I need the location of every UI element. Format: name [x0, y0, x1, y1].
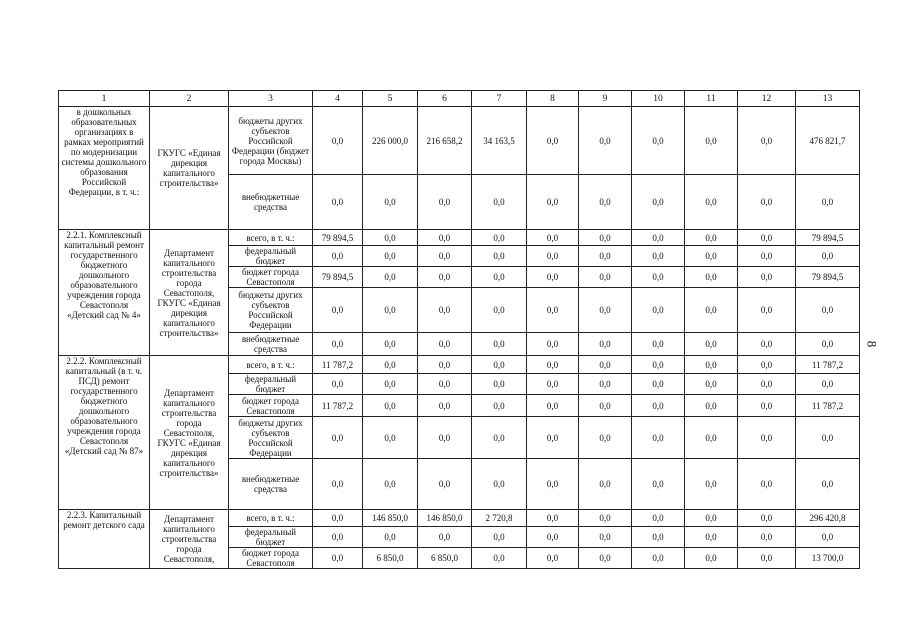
executor-cell: ГКУГС «Единая дирекция капитального строительства»	[150, 107, 229, 230]
column-header: 12	[738, 91, 796, 107]
value-cell: 0,0	[363, 459, 418, 510]
value-cell: 0,0	[527, 527, 579, 548]
value-cell: 0,0	[579, 459, 632, 510]
value-cell: 0,0	[685, 107, 738, 175]
budget-table	[58, 90, 860, 569]
value-cell: 226 000,0	[363, 107, 418, 175]
value-cell: 146 850,0	[363, 510, 418, 527]
value-cell: 0,0	[632, 510, 685, 527]
funding-source-cell: федеральный бюджет	[229, 246, 313, 267]
value-cell: 0,0	[579, 510, 632, 527]
value-cell: 0,0	[527, 395, 579, 417]
value-cell: 0,0	[579, 548, 632, 569]
value-cell: 0,0	[313, 527, 363, 548]
value-cell: 0,0	[363, 246, 418, 267]
value-cell: 0,0	[579, 333, 632, 356]
value-cell: 79 894,5	[796, 267, 860, 288]
value-cell: 0,0	[738, 459, 796, 510]
value-cell: 0,0	[363, 288, 418, 333]
value-cell: 0,0	[738, 374, 796, 395]
value-cell: 0,0	[472, 288, 527, 333]
value-cell: 0,0	[579, 175, 632, 230]
value-cell: 0,0	[685, 510, 738, 527]
funding-source-cell: всего, в т. ч.:	[229, 510, 313, 527]
value-cell: 0,0	[738, 107, 796, 175]
value-cell: 0,0	[472, 333, 527, 356]
value-cell: 0,0	[632, 333, 685, 356]
value-cell: 0,0	[418, 288, 472, 333]
column-header: 13	[796, 91, 860, 107]
value-cell: 0,0	[738, 333, 796, 356]
measure-name-cell: 2.2.2. Комплексный капитальный (в т. ч. ПСД) ремонт государственного бюджетного дошкольного образовательного учреждения города Севастополя «Детский сад № 87»	[59, 356, 150, 510]
value-cell: 0,0	[472, 175, 527, 230]
funding-source-cell: федеральный бюджет	[229, 527, 313, 548]
value-cell: 0,0	[738, 510, 796, 527]
measure-name-cell: в дошкольных образовательных организациях в рамках мероприятий по модернизации системы дошкольного образования Российской Федерации, в т. ч.:	[59, 107, 150, 230]
value-cell: 0,0	[472, 548, 527, 569]
value-cell: 0,0	[418, 333, 472, 356]
value-cell: 0,0	[796, 459, 860, 510]
value-cell: 0,0	[472, 395, 527, 417]
value-cell: 0,0	[472, 246, 527, 267]
value-cell: 0,0	[418, 395, 472, 417]
value-cell: 34 163,5	[472, 107, 527, 175]
value-cell: 0,0	[738, 527, 796, 548]
value-cell: 79 894,5	[313, 267, 363, 288]
value-cell: 0,0	[738, 356, 796, 374]
page-number: 8	[864, 340, 880, 348]
column-header: 4	[313, 91, 363, 107]
value-cell: 0,0	[313, 548, 363, 569]
value-cell: 0,0	[738, 395, 796, 417]
value-cell: 0,0	[313, 374, 363, 395]
value-cell: 0,0	[527, 288, 579, 333]
value-cell: 0,0	[579, 267, 632, 288]
value-cell: 0,0	[685, 356, 738, 374]
value-cell: 0,0	[738, 230, 796, 246]
value-cell: 0,0	[738, 175, 796, 230]
value-cell: 0,0	[313, 417, 363, 459]
value-cell: 0,0	[363, 356, 418, 374]
value-cell: 0,0	[527, 175, 579, 230]
executor-cell: Департамент капитального строительства города Севастополя, ГКУГС «Единая дирекция капитального строительства»	[150, 356, 229, 510]
value-cell: 0,0	[313, 333, 363, 356]
value-cell: 0,0	[632, 288, 685, 333]
value-cell: 0,0	[632, 107, 685, 175]
value-cell: 0,0	[363, 175, 418, 230]
value-cell: 0,0	[418, 374, 472, 395]
value-cell: 0,0	[685, 459, 738, 510]
measure-name-cell: 2.2.1. Комплексный капитальный ремонт государственного бюджетного дошкольного образовательного учреждения города Севастополя «Детский сад № 4»	[59, 230, 150, 356]
value-cell: 0,0	[685, 417, 738, 459]
value-cell: 0,0	[632, 246, 685, 267]
value-cell: 0,0	[632, 395, 685, 417]
value-cell: 6 850,0	[363, 548, 418, 569]
value-cell: 0,0	[579, 395, 632, 417]
value-cell: 2 720,8	[472, 510, 527, 527]
funding-source-cell: федеральный бюджет	[229, 374, 313, 395]
executor-cell: Департамент капитального строительства города Севастополя,	[150, 510, 229, 569]
value-cell: 0,0	[313, 288, 363, 333]
column-numbers-row	[59, 91, 860, 107]
value-cell: 0,0	[313, 175, 363, 230]
value-cell: 0,0	[632, 356, 685, 374]
value-cell: 0,0	[579, 107, 632, 175]
value-cell: 0,0	[418, 246, 472, 267]
value-cell: 0,0	[685, 333, 738, 356]
value-cell: 296 420,8	[796, 510, 860, 527]
value-cell: 0,0	[363, 333, 418, 356]
value-cell: 0,0	[527, 230, 579, 246]
value-cell: 0,0	[685, 267, 738, 288]
value-cell: 0,0	[579, 246, 632, 267]
value-cell: 0,0	[796, 417, 860, 459]
value-cell: 0,0	[472, 459, 527, 510]
value-cell: 0,0	[632, 175, 685, 230]
funding-source-cell: бюджет города Севастополя	[229, 548, 313, 569]
value-cell: 0,0	[418, 459, 472, 510]
table-row	[59, 356, 860, 374]
value-cell: 0,0	[313, 459, 363, 510]
value-cell: 0,0	[685, 374, 738, 395]
value-cell: 79 894,5	[796, 230, 860, 246]
value-cell: 0,0	[418, 230, 472, 246]
column-header: 1	[59, 91, 150, 107]
value-cell: 0,0	[363, 267, 418, 288]
funding-source-cell: внебюджетные средства	[229, 459, 313, 510]
value-cell: 0,0	[472, 417, 527, 459]
value-cell: 0,0	[418, 356, 472, 374]
column-header: 6	[418, 91, 472, 107]
value-cell: 0,0	[796, 175, 860, 230]
value-cell: 0,0	[685, 548, 738, 569]
funding-source-cell: бюджеты других субъектов Российской Федерации	[229, 417, 313, 459]
value-cell: 0,0	[418, 267, 472, 288]
executor-cell: Департамент капитального строительства города Севастополя, ГКУГС «Единая дирекция капитального строительства»	[150, 230, 229, 356]
column-header: 2	[150, 91, 229, 107]
table-body	[59, 107, 860, 569]
value-cell: 0,0	[579, 356, 632, 374]
value-cell: 0,0	[685, 288, 738, 333]
value-cell: 0,0	[527, 548, 579, 569]
value-cell: 0,0	[472, 527, 527, 548]
funding-source-cell: бюджеты других субъектов Российской Федерации (бюджет города Москвы)	[229, 107, 313, 175]
value-cell: 0,0	[418, 417, 472, 459]
table-row	[59, 230, 860, 246]
value-cell: 0,0	[685, 230, 738, 246]
value-cell: 216 658,2	[418, 107, 472, 175]
value-cell: 0,0	[527, 333, 579, 356]
value-cell: 0,0	[796, 246, 860, 267]
value-cell: 0,0	[685, 395, 738, 417]
value-cell: 11 787,2	[796, 395, 860, 417]
funding-source-cell: бюджет города Севастополя	[229, 267, 313, 288]
value-cell: 0,0	[527, 267, 579, 288]
value-cell: 0,0	[418, 527, 472, 548]
column-header: 8	[527, 91, 579, 107]
column-header: 7	[472, 91, 527, 107]
value-cell: 0,0	[472, 356, 527, 374]
value-cell: 0,0	[472, 230, 527, 246]
value-cell: 0,0	[579, 527, 632, 548]
value-cell: 0,0	[363, 417, 418, 459]
value-cell: 0,0	[472, 374, 527, 395]
column-header: 10	[632, 91, 685, 107]
value-cell: 0,0	[579, 417, 632, 459]
funding-source-cell: всего, в т. ч.:	[229, 230, 313, 246]
value-cell: 0,0	[527, 459, 579, 510]
table-row	[59, 107, 860, 175]
value-cell: 0,0	[796, 374, 860, 395]
value-cell: 0,0	[527, 107, 579, 175]
value-cell: 0,0	[313, 246, 363, 267]
value-cell: 6 850,0	[418, 548, 472, 569]
value-cell: 0,0	[579, 230, 632, 246]
funding-source-cell: бюджеты других субъектов Российской Федерации	[229, 288, 313, 333]
value-cell: 0,0	[632, 548, 685, 569]
value-cell: 0,0	[738, 267, 796, 288]
value-cell: 0,0	[363, 527, 418, 548]
value-cell: 0,0	[632, 527, 685, 548]
value-cell: 0,0	[527, 510, 579, 527]
funding-source-cell: внебюджетные средства	[229, 175, 313, 230]
value-cell: 0,0	[527, 417, 579, 459]
table-row	[59, 510, 860, 527]
value-cell: 0,0	[796, 527, 860, 548]
value-cell: 0,0	[313, 107, 363, 175]
value-cell: 13 700,0	[796, 548, 860, 569]
value-cell: 0,0	[632, 374, 685, 395]
value-cell: 0,0	[738, 548, 796, 569]
value-cell: 11 787,2	[313, 356, 363, 374]
value-cell: 146 850,0	[418, 510, 472, 527]
value-cell: 0,0	[527, 356, 579, 374]
value-cell: 0,0	[632, 417, 685, 459]
value-cell: 0,0	[527, 246, 579, 267]
funding-source-cell: всего, в т. ч.:	[229, 356, 313, 374]
value-cell: 0,0	[738, 246, 796, 267]
value-cell: 0,0	[363, 374, 418, 395]
value-cell: 0,0	[796, 288, 860, 333]
value-cell: 0,0	[472, 267, 527, 288]
column-header: 3	[229, 91, 313, 107]
value-cell: 0,0	[579, 374, 632, 395]
value-cell: 0,0	[632, 230, 685, 246]
value-cell: 0,0	[685, 246, 738, 267]
funding-source-cell: внебюджетные средства	[229, 333, 313, 356]
value-cell: 0,0	[632, 459, 685, 510]
value-cell: 0,0	[418, 175, 472, 230]
value-cell: 0,0	[579, 288, 632, 333]
value-cell: 0,0	[685, 527, 738, 548]
value-cell: 11 787,2	[313, 395, 363, 417]
value-cell: 0,0	[796, 333, 860, 356]
value-cell: 0,0	[632, 267, 685, 288]
value-cell: 0,0	[313, 510, 363, 527]
column-header: 9	[579, 91, 632, 107]
funding-source-cell: бюджет города Севастополя	[229, 395, 313, 417]
value-cell: 0,0	[685, 175, 738, 230]
measure-name-cell: 2.2.3. Капитальный ремонт детского сада	[59, 510, 150, 569]
value-cell: 0,0	[738, 288, 796, 333]
value-cell: 476 821,7	[796, 107, 860, 175]
column-header: 5	[363, 91, 418, 107]
value-cell: 0,0	[527, 374, 579, 395]
value-cell: 79 894,5	[313, 230, 363, 246]
value-cell: 0,0	[738, 417, 796, 459]
value-cell: 11 787,2	[796, 356, 860, 374]
value-cell: 0,0	[363, 395, 418, 417]
value-cell: 0,0	[363, 230, 418, 246]
column-header: 11	[685, 91, 738, 107]
